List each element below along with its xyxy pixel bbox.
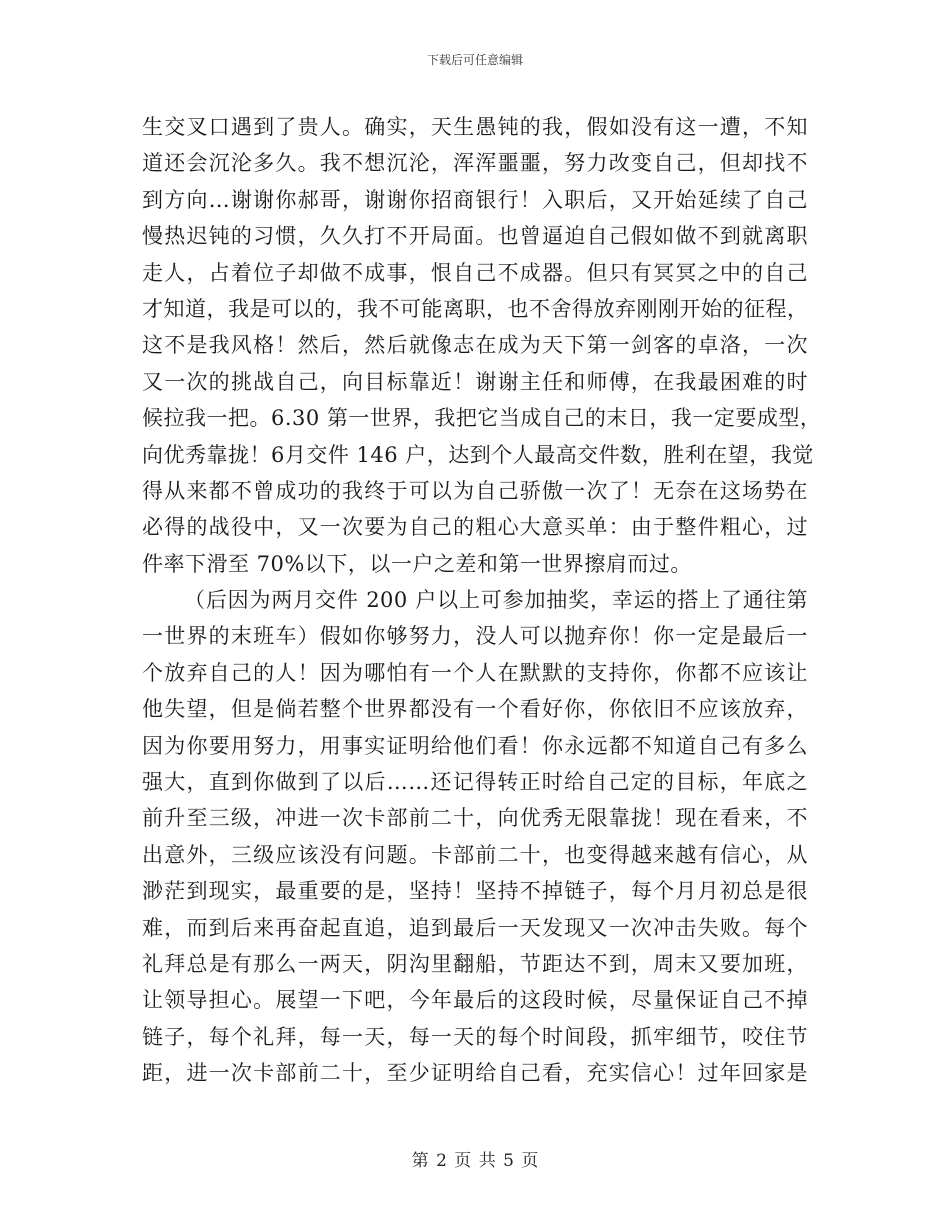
text-line: 强大，直到你做到了以后……还记得转正时给自己定的目标，年底之 xyxy=(142,770,808,795)
text-line: 到方向…谢谢你郝哥，谢谢你招商银行！入职后，又开始延续了自己 xyxy=(142,187,808,212)
text-line: 必得的战役中，又一次要为自己的粗心大意买单：由于整件粗心，过 xyxy=(142,515,808,540)
paragraph-2 xyxy=(142,582,808,1091)
text-line: （后因为两月交件 200 户以上可参加抽奖，幸运的搭上了通往第 xyxy=(184,588,808,613)
text-line: 因为你要用努力，用事实证明给他们看！你永远都不知道自己有多么 xyxy=(142,733,808,758)
text-line: 前升至三级，冲进一次卡部前二十，向优秀无限靠拢！现在看来，不 xyxy=(142,806,808,831)
text-line: 渺茫到现实，最重要的是，坚持！坚持不掉链子，每个月月初总是很 xyxy=(142,879,808,904)
text-line: 一世界的末班车）假如你够努力，没人可以抛弃你！你一定是最后一 xyxy=(142,624,808,649)
page-number: 第 2 页 共 5 页 xyxy=(411,1151,539,1171)
text-line: 链子，每个礼拜，每一天，每一天的每个时间段，抓牢细节，咬住节 xyxy=(142,1024,808,1049)
paragraph-1 xyxy=(142,109,822,582)
text-line: 生交叉口遇到了贵人。确实，天生愚钝的我，假如没有这一遭，不知 xyxy=(142,115,808,139)
text-line: 才知道，我是可以的，我不可能离职，也不舍得放弃刚刚开始的征程， xyxy=(142,296,809,321)
text-line: 向优秀靠拢！6月交件 146 户，达到个人最高交件数，胜利在望，我觉 xyxy=(142,442,814,467)
text-line: 慢热迟钝的习惯，久久打不开局面。也曾逼迫自己假如做不到就离职 xyxy=(142,224,808,249)
text-line: 礼拜总是有那么一两天，阴沟里翻船，节距达不到，周末又要加班， xyxy=(142,951,808,976)
text-line: 候拉我一把。6.30 第一世界，我把它当成自己的末日，我一定要成型， xyxy=(142,406,822,431)
text-line: 道还会沉沦多久。我不想沉沦，浑浑噩噩，努力改变自己，但却找不 xyxy=(142,151,808,176)
page-header: 下载后可任意编辑 xyxy=(426,53,523,67)
document-body xyxy=(142,109,822,1092)
text-line: 这不是我风格！然后，然后就像志在成为天下第一剑客的卓洛，一次 xyxy=(142,333,808,358)
text-line: 距，进一次卡部前二十，至少证明给自己看，充实信心！过年回家是 xyxy=(142,1061,808,1086)
text-line: 难，而到后来再奋起直追，追到最后一天发现又一次冲击失败。每个 xyxy=(142,915,808,940)
text-line: 得从来都不曾成功的我终于可以为自己骄傲一次了！无奈在这场势在 xyxy=(142,478,808,503)
text-line: 他失望，但是倘若整个世界都没有一个看好你，你依旧不应该放弃， xyxy=(142,697,808,722)
text-line: 个放弃自己的人！因为哪怕有一个人在默默的支持你，你都不应该让 xyxy=(142,660,808,685)
text-line: 让领导担心。展望一下吧，今年最后的这段时候，尽量保证自己不掉 xyxy=(142,988,808,1013)
text-line: 出意外，三级应该没有问题。卡部前二十，也变得越来越有信心，从 xyxy=(142,842,808,867)
text-line: 走人，占着位子却做不成事，恨自己不成器。但只有冥冥之中的自己 xyxy=(142,260,808,285)
text-line: 又一次的挑战自己，向目标靠近！谢谢主任和师傅，在我最困难的时 xyxy=(142,369,808,394)
text-line: 件率下滑至 70%以下，以一户之差和第一世界擦肩而过。 xyxy=(142,551,692,576)
